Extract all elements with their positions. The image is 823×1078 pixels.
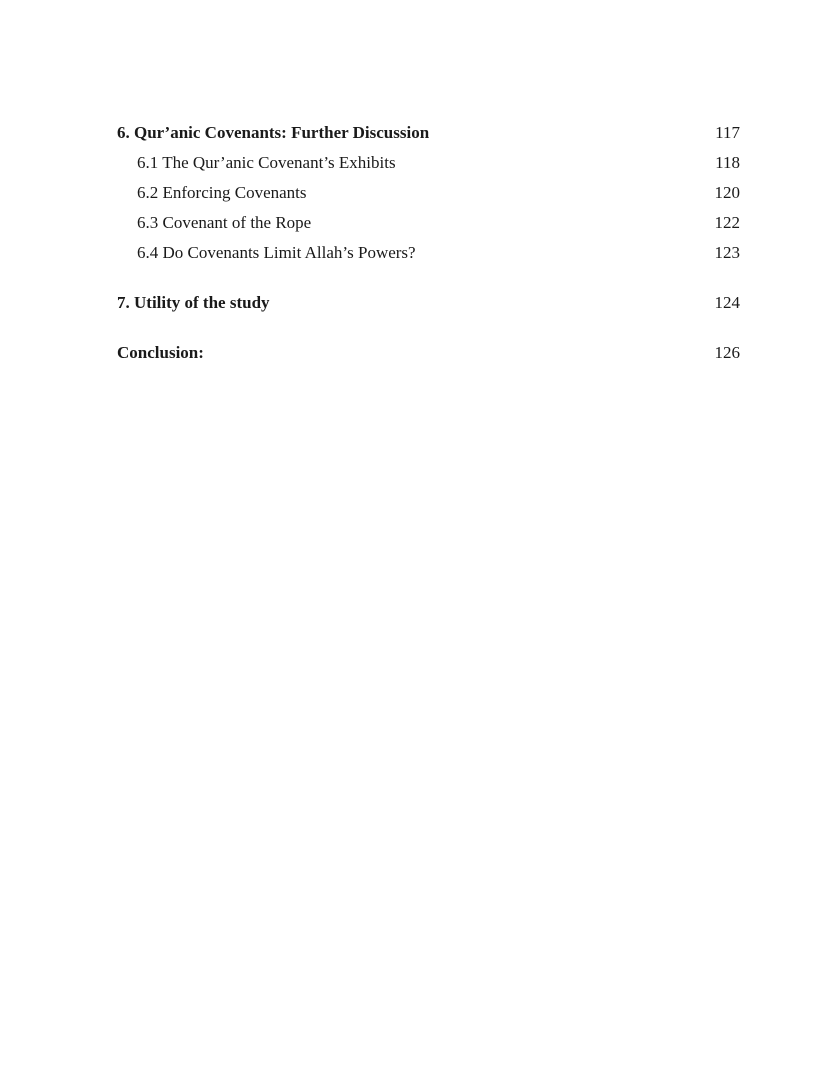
toc-entry-page: 120: [714, 183, 740, 202]
toc-entry-section-6-2[interactable]: [117, 178, 740, 208]
toc-entry-page: 117: [715, 123, 740, 142]
toc-entry-chapter-6[interactable]: [117, 118, 740, 148]
toc-entry-title: 6.2 Enforcing Covenants: [137, 183, 307, 202]
toc-entry-title: 6. Qur’anic Covenants: Further Discussion: [117, 123, 430, 142]
toc-entry-title: 6.1 The Qur’anic Covenant’s Exhibits: [137, 153, 396, 172]
toc-entry-section-6-1[interactable]: [117, 148, 740, 178]
toc-entry-page: 118: [715, 153, 740, 172]
toc-entry-section-6-4[interactable]: [117, 238, 740, 268]
toc-entry-page: 126: [714, 343, 740, 362]
table-of-contents: [117, 118, 740, 368]
toc-entry-chapter-7[interactable]: [117, 288, 740, 318]
toc-entry-title: 6.4 Do Covenants Limit Allah’s Powers?: [137, 243, 416, 262]
toc-entry-title: Conclusion:: [117, 343, 204, 362]
toc-entry-page: 122: [714, 213, 740, 232]
toc-entry-page: 123: [714, 243, 740, 262]
toc-entry-title: 7. Utility of the study: [117, 293, 270, 312]
toc-entry-section-6-3[interactable]: [117, 208, 740, 238]
toc-entry-title: 6.3 Covenant of the Rope: [137, 213, 312, 232]
toc-entry-page: 124: [714, 293, 740, 312]
toc-entry-conclusion[interactable]: [117, 338, 740, 368]
